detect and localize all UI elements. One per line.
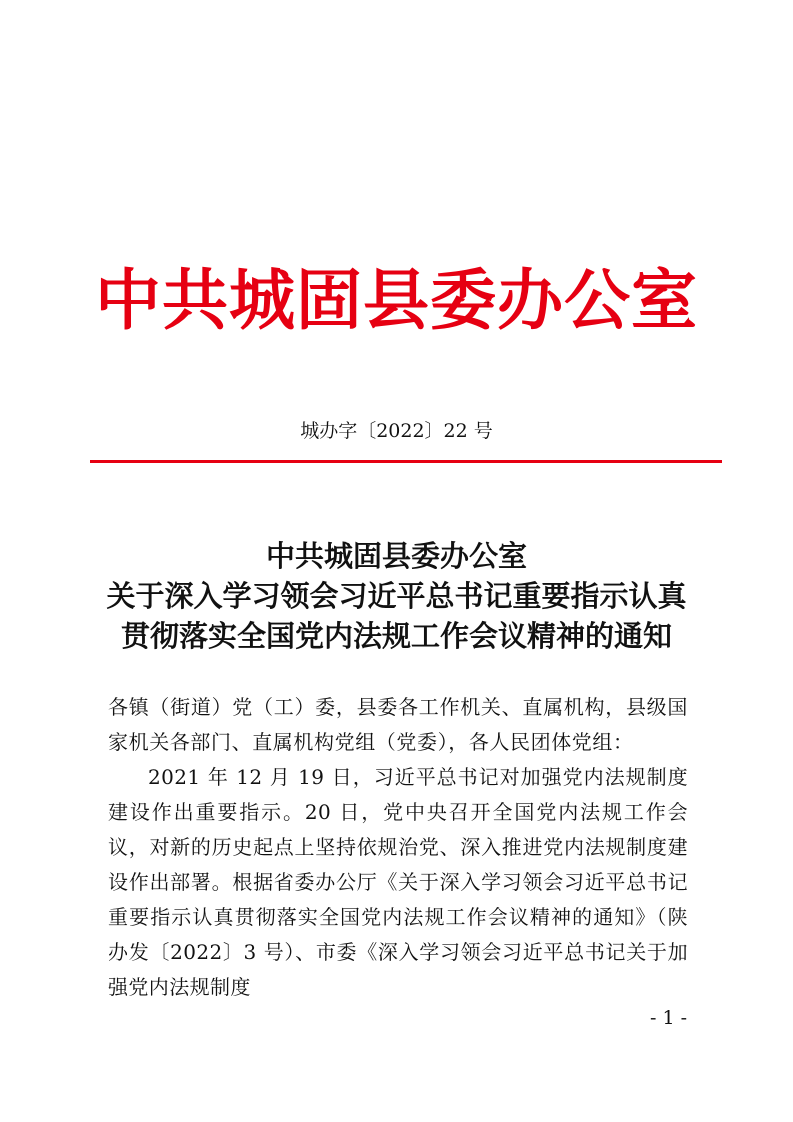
document-body	[108, 690, 688, 1005]
red-separator-line	[90, 460, 722, 463]
salutation-recipients: 各镇（街道）党（工）委，县委各工作机关、直属机构，县级国家机关各部门、直属机构党组（党委），各人民团体党组：	[108, 695, 688, 754]
title-line-2: 关于深入学习领会习近平总书记重要指示认真	[106, 579, 687, 613]
title-line-3: 贯彻落实全国党内法规工作会议精神的通知	[120, 619, 672, 653]
issuing-authority-masthead: 中共城固县委办公室	[95, 262, 698, 339]
document-number: 城办字〔2022〕22 号	[300, 420, 493, 442]
title-line-1: 中共城固县委办公室	[265, 539, 527, 573]
document-title	[70, 536, 723, 656]
page-number: - 1 -	[649, 1007, 687, 1029]
body-paragraph: 2021 年 12 月 19 日，习近平总书记对加强党内法规制度建设作出重要指示。20 日，党中央召开全国党内法规工作会议，对新的历史起点上坚持依规治党、深入推进党内法规制度建设作出部署。根据省委办公厅《关于深入学习领会习近平总书记重要指示认真贯彻落实全国党内法规工作会议精神的通知》（陕办发〔2022〕3 号）、市委《深入学习领会习近平总书记关于加强党内法规制度	[108, 765, 688, 999]
